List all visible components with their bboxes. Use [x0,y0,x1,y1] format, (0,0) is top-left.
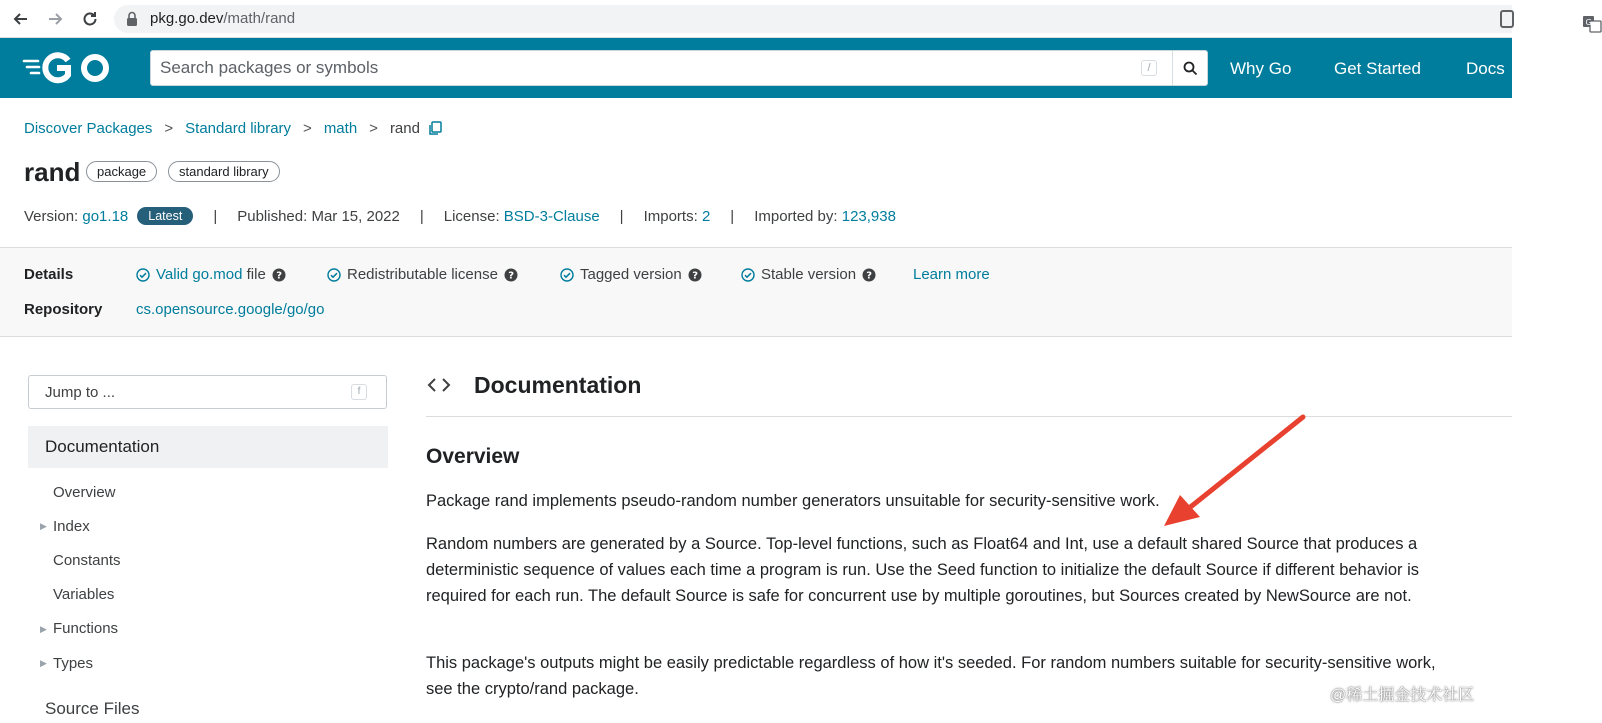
details-label: Details [24,266,74,283]
jump-shortcut-hint: f [351,384,367,400]
forward-arrow-icon[interactable] [44,8,66,30]
breadcrumb-separator: > [369,120,378,137]
breadcrumb-discover-packages[interactable]: Discover Packages [24,120,153,137]
valid-gomod-item [136,266,286,283]
meta-separator: | [419,207,424,225]
browser-toolbar [0,0,1592,38]
stable-version-item [741,266,876,283]
jump-to-box [28,375,387,409]
imported-by-link[interactable]: 123,938 [841,207,896,225]
go-logo-icon[interactable] [22,51,112,85]
imported-by-label: Imported by: [754,207,838,225]
code-brackets-icon [427,375,451,395]
nav-get-started[interactable]: Get Started [1334,59,1421,78]
license-link[interactable]: BSD-3-Clause [503,207,600,225]
search-icon [1183,61,1198,76]
valid-gomod-link[interactable]: Valid go.mod [156,266,243,283]
meta-separator: | [213,207,218,225]
breadcrumb-separator: > [303,120,312,137]
documentation-heading: Documentation [474,372,642,398]
sidebar-item-types[interactable]: Types [53,655,94,672]
extension-icon[interactable] [1500,10,1514,28]
breadcrumb-standard-library[interactable]: Standard library [185,120,292,137]
package-chip: package [86,161,157,182]
check-circle-icon [560,268,574,282]
svg-text:G: G [1585,18,1592,27]
version-link[interactable]: go1.18 [82,207,129,225]
tagged-version-text: Tagged version [580,266,682,283]
meta-separator: | [619,207,624,225]
sidebar-item-variables[interactable]: Variables [53,586,115,603]
help-icon[interactable] [862,268,876,282]
page-title: rand [24,157,81,187]
svg-text:?: ? [275,270,282,281]
nav-docs[interactable]: Docs [1466,59,1505,78]
meta-separator: | [730,207,735,225]
search-input[interactable] [151,51,1171,85]
reload-icon[interactable] [79,8,101,30]
copy-icon[interactable] [428,121,442,136]
redistributable-license-item [327,266,518,283]
breadcrumb [24,120,442,137]
address-bar[interactable] [114,5,1592,33]
jump-to-input[interactable] [29,376,349,408]
sidebar-item-overview[interactable]: Overview [53,484,116,501]
translate-icon[interactable] [1582,14,1602,34]
search-box [150,50,1208,86]
published-date: Published: Mar 15, 2022 [237,207,400,225]
search-button[interactable] [1172,51,1208,85]
check-circle-icon [136,268,150,282]
overview-paragraph-3: This package's outputs might be easily predictable regardless of how it's seeded. For random numbers suitable for security-sensitive work, see the crypto/rand package. [426,654,1436,698]
sidebar-item-constants[interactable]: Constants [53,552,121,569]
site-header [0,38,1512,98]
repository-label: Repository [24,301,103,318]
license-label: License: [443,207,500,225]
watermark: @稀土掘金技术社区 [1330,687,1475,704]
divider [0,336,1512,337]
help-icon[interactable] [504,268,518,282]
tagged-version-item [560,266,702,283]
package-meta [24,207,896,225]
divider [426,416,1512,417]
sidebar-item-index[interactable]: Index [53,518,90,535]
breadcrumb-separator: > [164,120,174,137]
overview-paragraph-1: Package rand implements pseudo-random number generators unsuitable for security-sensitive work. [426,492,1160,510]
overview-paragraph-2: Random numbers are generated by a Source. Top-level functions, such as Float64 and Int, use a default shared Source that produces a deterministic sequence of values each time a program is run. Use the Seed function to initialize the default Source if different behavior is required for each run. The default Source is safe for concurrent use by multiple goroutines, but Sources created by NewSource are not. [426,535,1419,605]
sidebar-documentation[interactable]: Documentation [28,426,388,468]
imports-label: Imports: [643,207,698,225]
standard-library-chip: standard library [168,161,280,182]
check-circle-icon [741,268,755,282]
breadcrumb-math[interactable]: math [323,120,358,137]
svg-text:?: ? [508,270,514,281]
slash-shortcut-hint: / [1141,60,1157,76]
stable-version-text: Stable version [761,266,857,283]
url-text: pkg.go.dev/math/rand [150,10,296,27]
redistributable-license-text: Redistributable license [347,266,498,283]
imports-link[interactable]: 2 [701,207,711,225]
help-icon[interactable] [272,268,286,282]
valid-gomod-suffix: file [242,266,266,283]
breadcrumb-current: rand [389,120,420,137]
details-panel [0,248,1512,336]
repository-link[interactable]: cs.opensource.google/go/go [136,301,325,318]
overview-heading: Overview [426,445,520,468]
learn-more-link[interactable]: Learn more [913,266,990,283]
help-icon[interactable] [688,268,702,282]
nav-why-go[interactable]: Why Go [1230,59,1292,78]
check-circle-icon [327,268,341,282]
svg-text:?: ? [866,270,873,281]
back-arrow-icon[interactable] [10,8,32,30]
annotation-arrow-icon [1150,405,1310,530]
caret-right-icon[interactable]: ▶ [40,624,47,634]
svg-text:?: ? [691,270,698,281]
sidebar-source-files[interactable]: Source Files [45,699,140,718]
sidebar-item-functions[interactable]: Functions [53,620,119,637]
caret-right-icon[interactable]: ▶ [40,658,47,668]
caret-right-icon[interactable]: ▶ [40,521,47,531]
version-label: Version: [24,207,79,225]
lock-icon [126,11,138,27]
latest-badge[interactable]: Latest [137,207,193,225]
